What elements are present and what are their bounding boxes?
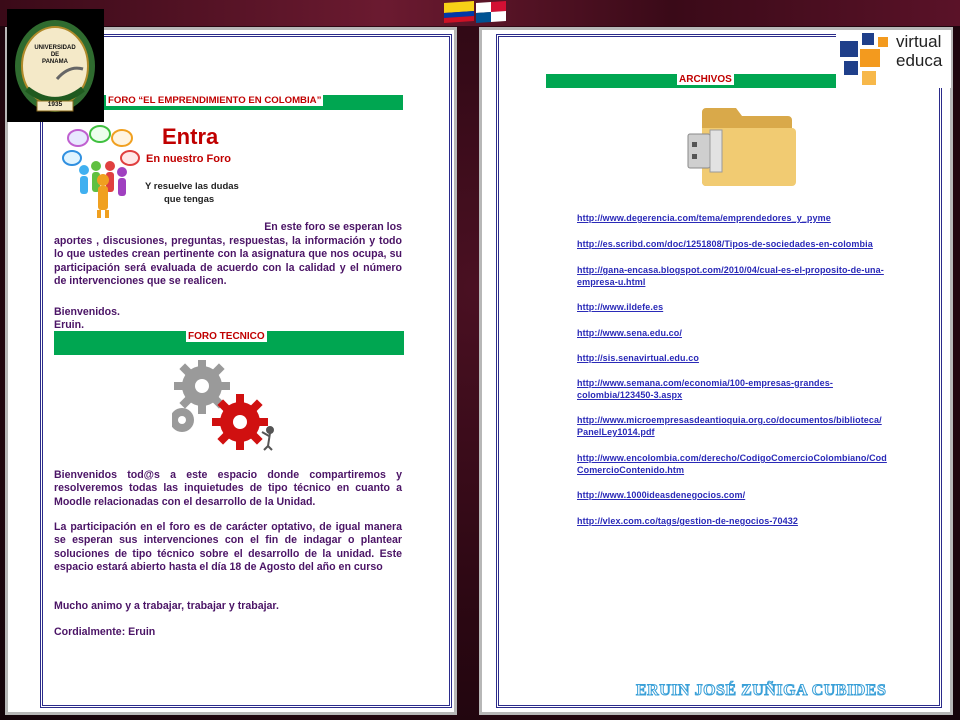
- colombia-flag-icon: [444, 1, 474, 23]
- virtual-educa-word-2: educa: [896, 51, 943, 70]
- flags-strip: [444, 2, 508, 24]
- forum1-intro-body: aportes , discusiones, preguntas, respuestas, la información y todo lo que ustedes crean pertinente con la asignatura que nos ocupa, su participación será evaluada de acuerdo con la calidad y el número de intervenciones que se realicen.: [54, 235, 402, 288]
- resource-link[interactable]: ComercioContenido.htm: [577, 465, 685, 475]
- resource-link[interactable]: http://www.microempresasdeantioquia.org.co/documentos/biblioteca/: [577, 415, 882, 425]
- university-name-line-2: DE: [50, 52, 60, 58]
- forum2-title: FORO TECNICO: [188, 331, 265, 342]
- forum2-paragraph-1: Bienvenidos tod@s a este espacio donde compartiremos y resolveremos todas las inquietudes de tipo técnico en cuanto a Moodle relacionadas con el desarrollo de la Unidad.: [54, 469, 402, 508]
- forum1-title: FORO “EL EMPRENDIMIENTO EN COLOMBIA”: [108, 95, 322, 106]
- resource-link[interactable]: http://www.1000ideasdenegocios.com/: [577, 490, 746, 500]
- resource-link[interactable]: PanelLey1014.pdf: [577, 427, 655, 437]
- virtual-educa-mark-icon: [838, 31, 896, 87]
- usb-folder-icon: [684, 100, 800, 192]
- forum1-intro-lead: En este foro se esperan los: [264, 221, 402, 233]
- resource-link[interactable]: http://sis.senavirtual.edu.co: [577, 353, 699, 363]
- resource-link[interactable]: http://es.scribd.com/doc/1251808/Tipos-de-sociedades-en-colombia: [577, 239, 873, 249]
- university-name-line-3: PANAMA: [42, 59, 68, 65]
- promo-entra: Entra: [162, 124, 219, 149]
- resource-link[interactable]: http://www.degerencia.com/tema/emprendedores_y_pyme: [577, 213, 831, 223]
- university-name-line-1: UNIVERSIDAD: [34, 45, 76, 51]
- forum2-paragraph-3: Mucho animo y a trabajar, trabajar y trabajar.: [54, 600, 279, 612]
- gears-illustration: [172, 360, 280, 452]
- resource-link[interactable]: http://www.encolombia.com/derecho/CodigoComercioColombiano/Cod: [577, 453, 887, 463]
- forum2-signature: Cordialmente: Eruin: [54, 626, 156, 638]
- university-year: 1935: [47, 101, 63, 108]
- promo-tengas: que tengas: [164, 194, 215, 205]
- forum1-signature: Eruin.: [54, 319, 85, 331]
- archives-title: ARCHIVOS: [679, 74, 732, 85]
- resource-link[interactable]: http://gana-encasa.blogspot.com/2010/04/cual-es-el-proposito-de-una-: [577, 265, 884, 275]
- promo-foro: En nuestro Foro: [146, 153, 231, 165]
- resource-link[interactable]: http://www.semana.com/economia/100-empresas-grandes-: [577, 378, 833, 388]
- forum1-welcome: Bienvenidos.: [54, 306, 120, 318]
- resource-link[interactable]: empresa-u.html: [577, 277, 646, 287]
- author-watermark: ERUIN JOSÉ ZUÑIGA CUBIDES: [636, 682, 887, 699]
- promo-dudas: Y resuelve las dudas: [145, 181, 239, 192]
- universidad-de-panama-logo: [7, 9, 104, 122]
- resource-link[interactable]: http://www.ildefe.es: [577, 302, 664, 312]
- panama-flag-icon: [476, 1, 506, 23]
- virtual-educa-logo: [836, 30, 951, 88]
- forum2-paragraph-2: La participación en el foro es de carácter optativo, de igual manera se esperan sus intervenciones con el fin de indagar o plantear soluciones de tipo técnico sobre el desarrollo de la unidad. Este espacio estará abierto hasta el día 18 de Agosto del año en curso: [54, 521, 402, 574]
- resource-link[interactable]: http://vlex.com.co/tags/gestion-de-negocios-70432: [577, 516, 798, 526]
- virtual-educa-word-1: virtual: [896, 32, 942, 51]
- resource-link[interactable]: http://www.sena.edu.co/: [577, 328, 682, 338]
- people-speech-bubbles-illustration: [62, 124, 142, 220]
- resource-link[interactable]: colombia/123450-3.aspx: [577, 390, 683, 400]
